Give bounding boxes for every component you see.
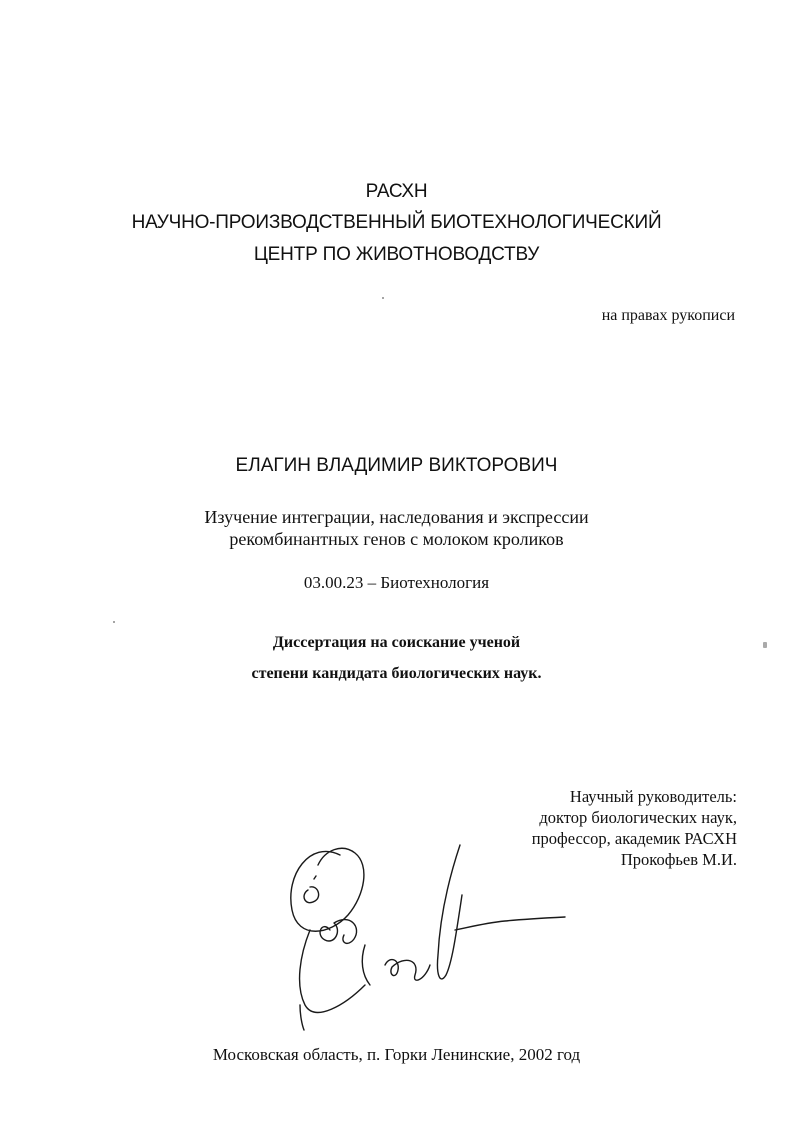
rights-note: на правах рукописи: [601, 307, 735, 324]
supervisor-label: Научный руководитель:: [569, 787, 737, 806]
handwritten-signature: [270, 835, 570, 1035]
footer-location-year: Московская область, п. Горки Ленинские, 2002 год: [212, 1045, 581, 1064]
scan-speck: [763, 642, 767, 648]
supervisor-degree: доктор биологических наук,: [539, 808, 737, 827]
author-name: ЕЛАГИН ВЛАДИМИР ВИКТОРОВИЧ: [235, 455, 558, 476]
title-line-1: Изучение интеграции, наследования и экспрессии: [204, 507, 589, 527]
supervisor-position: профессор, академик РАСХН: [531, 829, 737, 848]
header-line-1: РАСХН: [365, 181, 428, 202]
supervisor-name: Прокофьев М.И.: [620, 850, 737, 869]
scan-speck: [382, 297, 384, 299]
title-line-2: рекомбинантных генов с молоком кроликов: [229, 529, 564, 549]
header-line-3: ЦЕНТР ПО ЖИВОТНОВОДСТВУ: [253, 244, 540, 265]
degree-line-2: степени кандидата биологических наук.: [251, 665, 542, 682]
degree-line-1: Диссертация на соискание ученой: [272, 634, 521, 651]
header-line-2: НАУЧНО-ПРОИЗВОДСТВЕННЫЙ БИОТЕХНОЛОГИЧЕСКИЙ: [131, 212, 662, 233]
scan-speck: [113, 621, 115, 623]
specialty-code: 03.00.23 – Биотехнология: [303, 573, 490, 592]
